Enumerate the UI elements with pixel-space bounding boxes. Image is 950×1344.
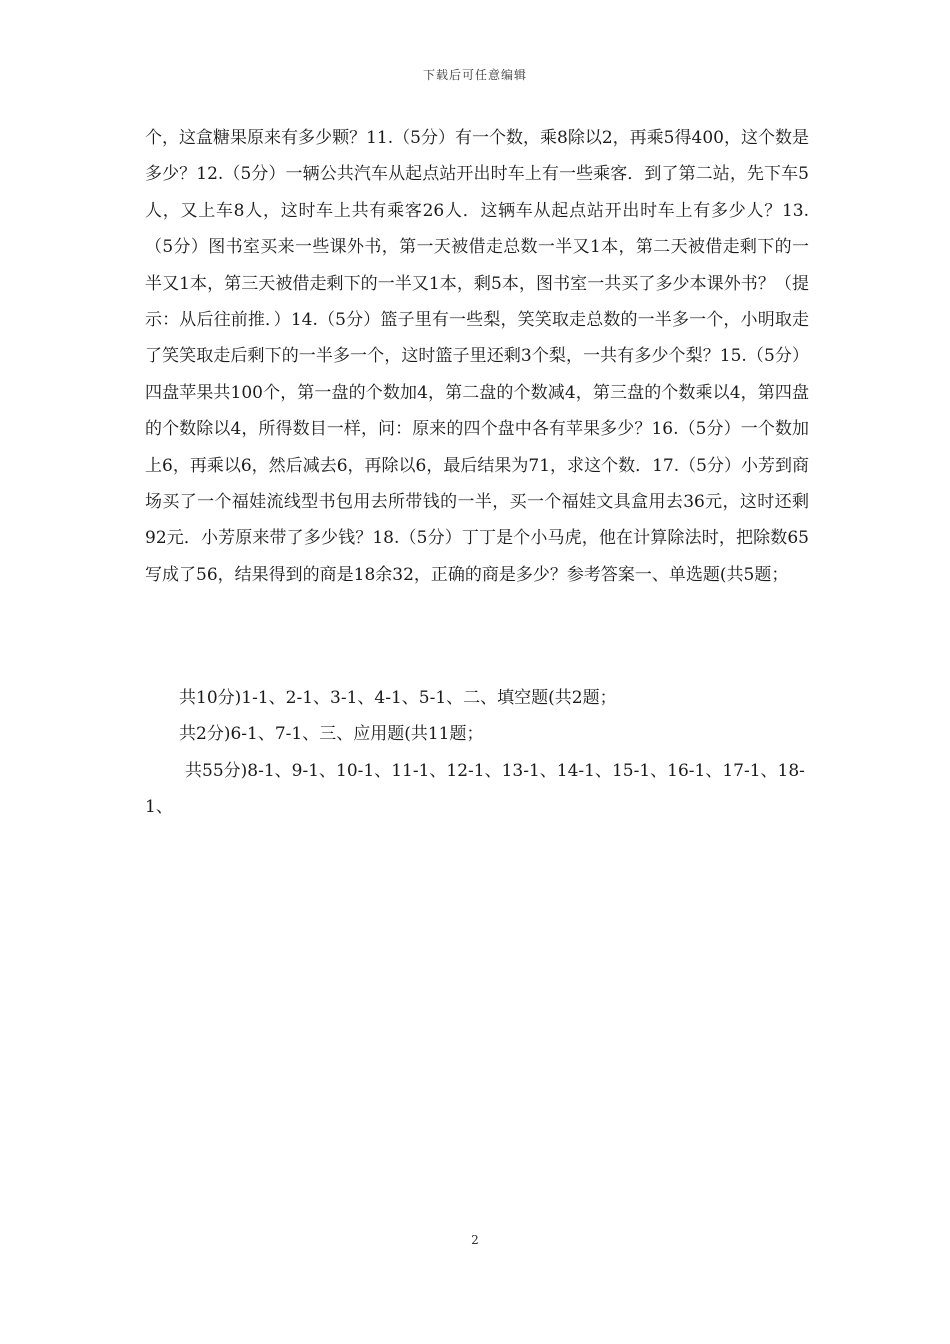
page-number: 2	[471, 1233, 479, 1247]
page-header: 下载后可任意编辑	[422, 68, 527, 82]
answer-line-3: 共55分)8-1、9-1、10-1、11-1、12-1、13-1、14-1、15-1、16-1、17-1、18-1、	[145, 760, 805, 818]
answer-key	[145, 680, 809, 826]
document-body	[145, 120, 809, 593]
body-paragraph: 个，这盒糖果原来有多少颗？11.（5分）有一个数，乘8除以2，再乘5得400，这个数是多少？12.（5分）一辆公共汽车从起点站开出时车上有一些乘客．到了第二站，先下车5人，又上车8人，这时车上共有乘客26人．这辆车从起点站开出时车上有多少人？13.（5分）图书室买来一些课外书，第一天被借走总数一半又1本，第二天被借走剩下的一半又1本，第三天被借走剩下的一半又1本，剩5本，图书室一共买了多少本课外书？（提示：从后往前推．）14.（5分）篮子里有一些梨，笑笑取走总数的一半多一个，小明取走了笑笑取走后剩下的一半多一个，这时篮子里还剩3个梨，一共有多少个梨？15.（5分）四盘苹果共100个，第一盘的个数加4，第二盘的个数减4，第三盘的个数乘以4，第四盘的个数除以4，所得数目一样，问：原来的四个盘中各有苹果多少？16.（5分）一个数加上6，再乘以6，然后减去6，再除以6，最后结果为71，求这个数．17.（5分）小芳到商场买了一个福娃流线型书包用去所带钱的一半，买一个福娃文具盒用去36元，这时还剩92元．小芳原来带了多少钱？18.（5分）丁丁是个小马虎，他在计算除法时，把除数65写成了56，结果得到的商是18余32，正确的商是多少？参考答案一、单选题(共5题；	[145, 128, 809, 585]
answer-line-2: 共2分)6-1、7-1、三、应用题(共11题；	[179, 724, 484, 745]
answer-line-1: 共10分)1-1、2-1、3-1、4-1、5-1、二、填空题(共2题；	[179, 688, 617, 708]
